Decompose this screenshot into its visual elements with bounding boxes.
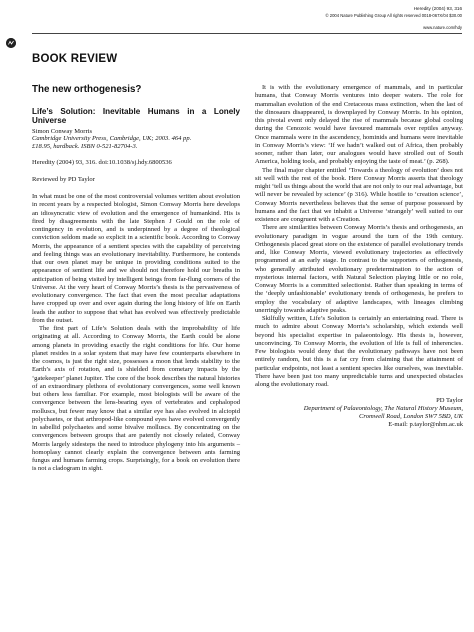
journal-header (326, 6, 462, 31)
body-paragraph: Skilfully written, Life’s Solution is certainly an entertaining read. There is much to admire about Conway Morris’s scholarship, which extends well beyond his specialist expertise in palaeontology. His thesis is, however, unconvincing. To Conway Morris, the evolution of life is full of inherencies. Few biologists would deny that the evolutionary pathways have not been entirely random, but this is a far cry from claiming that the attainment of particular endpoints, not least a sentient species like ourselves, was inevitable. There have been just too many unpredictable turns and unexpected obstacles along the evolutionary road. (255, 315, 463, 388)
reviewer-department: Department of Palaeontology, The Natural History Museum, (303, 405, 463, 413)
body-paragraph: The first part of Life’s Solution deals with the improbability of life originating at all. According to Conway Morris, the Earth could be alone among planets in providing exactly the right conditions for life. Our home planet resides in a solar system that may have few counterparts elsewhere in the cosmos, is just the right size, possesses a moon that lends stability to the Earth’s axis of rotation, and is shielded from cometary impacts by the ‘gatekeeper’ planet Jupiter. The core of the book describes the natural histories of an extraordinary plethora of evolutionary convergences, some well known but others less familiar. For example, most biologists will be aware of the convergence between the lens-bearing eyes of vertebrates and cephalopod molluscs, but fewer may know that a similar eye has also evolved in alciopid polychaetes, or that arthropod-like compound eyes have evolved convergently in sabellid polychaetes and some bivalve molluscs. By concentrating on the convergences between groups that are patently not closely related, Conway Morris largely sidesteps the need to introduce phylogeny into his arguments – homoplasy cannot clearly explain the convergence between ants farming fungus and humans farming crops. Surprisingly, for a book on evolution there is not a cladogram in sight. (32, 325, 240, 473)
reviewer-name: PD Taylor (436, 397, 463, 405)
publisher-logo-icon (6, 38, 16, 48)
book-author: Simon Conway Morris (32, 127, 93, 135)
reviewer-line: Reviewed by PD Taylor (32, 175, 95, 183)
copyright-line: © 2004 Nature Publishing Group All rights reserved 0018-067X/04 $30.00 (325, 13, 462, 18)
reviewer-signature (255, 397, 463, 429)
article-title: The new orthogenesis? (32, 84, 142, 95)
book-price-isbn: £18.95, hardback. ISBN 0-521-82704-3. (32, 143, 138, 151)
body-paragraph: The final major chapter entitled ‘Towards a theology of evolution’ does not sit well with the rest of the book. Here Conway Morris asserts that theology might ‘tell us things about the world that are not only to our real advantage, but will never be revealed by science’ (p 316). While hostile to ‘creation science’, Conway Morris nevertheless believes that the sense of purpose possessed by humans and the fact that we inhabit a Universe ‘strangely’ well suited to our existence are congruent with a Creation. (255, 166, 463, 223)
header-divider (32, 33, 462, 34)
reviewer-email[interactable]: E-mail: p.taylor@nhm.ac.uk (388, 420, 463, 428)
reviewer-address: Cromwell Road, London SW7 5BD, UK (359, 413, 463, 421)
journal-url[interactable]: www.nature.com/hdy (423, 25, 462, 30)
left-column (32, 84, 240, 474)
book-title: Life’s Solution: Inevitable Humans in a Lonely Universe (32, 107, 240, 126)
section-label: BOOK REVIEW (32, 53, 118, 65)
body-paragraph: In what must be one of the most controversial volumes written about evolution in recent years by a respected biologist, Simon Conway Morris here develops an idiosyncratic view of evolution and the emergence of humankind. His is fired by disagreements with the late Stephen J Gould on the role of contingency in evolution, and is underpinned by a degree of theological conviction seldom made so explicit in a scientific book. According to Conway Morris, the appearance of a sentient species with the capability of perceiving and feeling things was an evolutionary inevitability. Furthermore, he contends that our own planet may be unique in providing conditions suited to the appearance of sentient life and we should not therefore hold our breaths in anticipation of being visited by intelligent beings from far-flung corners of the Universe. At the very heart of Conway Morris’s thesis is the pervasiveness of evolutionary convergence. The fact that even the most peculiar adaptations have cropped up over and over again during the long history of life on Earth leads the author to suppose that what has evolved was effectively predictable from the outset. (32, 193, 240, 324)
journal-citation-line: Heredity (2004) 93, 316 (413, 6, 462, 11)
doi-citation: Heredity (2004) 93, 316. doi:10.1038/sj.hdy.6800536 (32, 158, 172, 166)
book-publisher: Cambridge University Press, Cambridge, UK; 2003. 464 pp. (32, 135, 192, 143)
right-column (255, 84, 463, 429)
body-paragraph: There are similarities between Conway Morris’s thesis and orthogenesis, an evolutionary paradigm in vogue around the turn of the 19th century. Orthogenesis placed great store on the existence of parallel evolutionary trends and, like Conway Morris, viewed evolutionary trajectories as effectively programmed at an early stage. In contrast to the supporters of orthogenesis, who generally attributed evolutionary predetermination to the action of mysterious internal factors, with Natural Selection playing little or no role, Conway Morris is a committed selectionist. Rather than speaking in terms of the ‘deeply unfashionable’ evolutionary trends of orthogenesis, he prefers to employ the vocabulary of adaptive landscapes, with lineages climbing unerringly towards adaptive peaks. (255, 224, 463, 314)
body-paragraph: It is with the evolutionary emergence of mammals, and in particular humans, that Conway Morris ventures into deeper waters. The role for mammalian evolution of the end Cretaceous mass extinction, when the last of the dinosaurs disappeared, is downplayed by Conway Morris. In his opinion, this pivotal event only delayed the rise of mammals because global cooling during the Cenozoic would have favoured mammals over reptiles anyway. Once mammals were in the ascendency, hominids and humans were inevitable in Conway Morris’s view: ‘If we hadn’t walked out of Africa, then probably sooner, rather than later, our analogues would have strolled out of South America, holding tools, and probably enjoying the taste of meat.’ (p. 268). (255, 84, 463, 166)
